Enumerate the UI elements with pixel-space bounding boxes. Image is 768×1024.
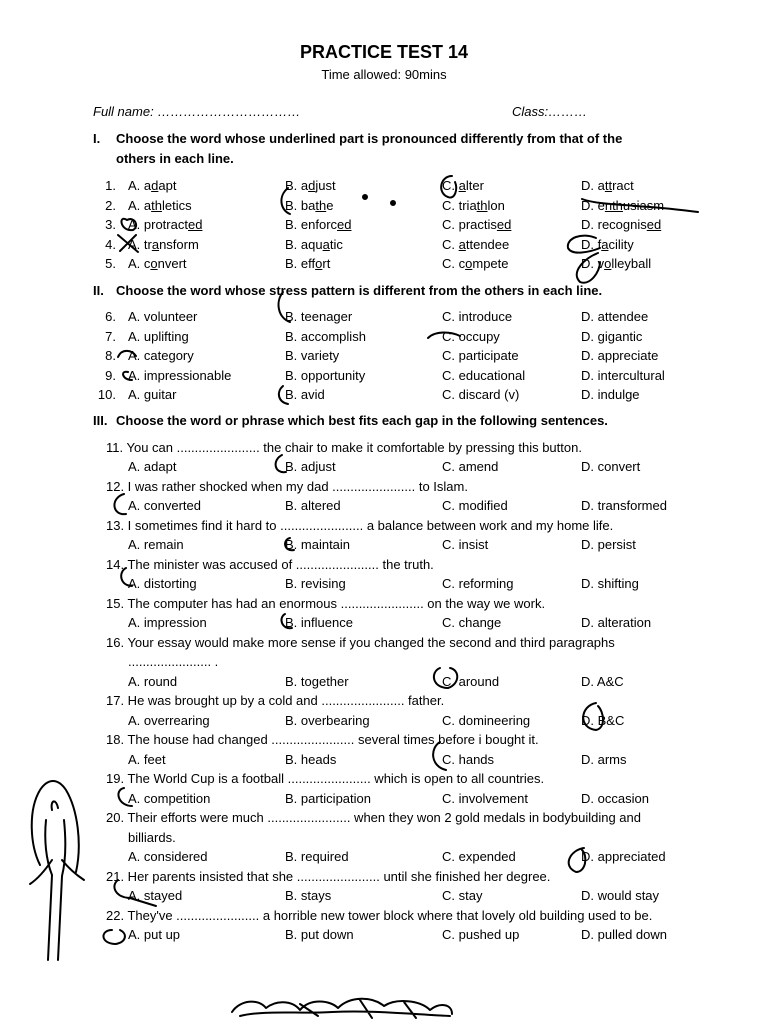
- answer-option: A. stayed: [128, 888, 183, 904]
- full-name-label: Full name:: [93, 104, 154, 119]
- answer-option: [581, 255, 651, 273]
- underlined-part: o: [315, 256, 323, 272]
- underlined-part: ed: [187, 217, 203, 233]
- underlined-part: th: [151, 197, 162, 213]
- question-stem: 22. They've ....................... a horrible new tower block where that lovely old building used to be.: [106, 907, 653, 923]
- answer-option: B. accomplish: [285, 328, 366, 344]
- section-instruction-cont: others in each line.: [116, 151, 234, 166]
- question-stem: 19. The World Cup is a football ....................... which is open to all countries.: [106, 771, 545, 787]
- option-suffix: usiasm: [622, 197, 665, 213]
- answer-option: B. revising: [285, 576, 346, 592]
- answer-option: A. adapt: [128, 459, 177, 475]
- answer-option: D. arms: [581, 751, 627, 767]
- question-number: 10.: [97, 387, 116, 403]
- answer-option: C. change: [442, 615, 502, 631]
- answer-option: B. participation: [285, 790, 371, 806]
- option-suffix: tic: [329, 236, 343, 252]
- section-3-heading: [93, 411, 608, 431]
- answer-option: A. round: [128, 673, 178, 689]
- answer-option: [581, 197, 664, 215]
- question-stem-cont: billiards.: [128, 829, 176, 845]
- option-prefix: C. tria: [442, 197, 477, 213]
- question-stem: 20. Their efforts were much ....................... when they won 2 gold medals in bodybuilding and: [106, 810, 641, 826]
- answer-option: C. modified: [442, 498, 508, 514]
- option-suffix: apt: [158, 178, 177, 193]
- underlined-part: d: [308, 178, 316, 193]
- doodle-scribble: [232, 999, 452, 1018]
- underlined-part: o: [150, 256, 158, 272]
- answer-option: C. participate: [442, 348, 519, 364]
- underlined-part: d: [151, 178, 159, 193]
- option-suffix: e: [326, 197, 334, 213]
- underlined-part: th: [476, 197, 488, 213]
- answer-option: B. altered: [285, 498, 341, 514]
- answer-option: [442, 177, 484, 195]
- class-blank: ………: [548, 104, 588, 119]
- answer-option: A. distorting: [128, 576, 197, 592]
- option-prefix: A. a: [128, 178, 152, 193]
- underlined-part: o: [604, 256, 612, 272]
- question-stem: 14. The minister was accused of ....................... the truth.: [106, 557, 434, 572]
- page-title: PRACTICE TEST 14: [299, 42, 469, 62]
- option-suffix: ttendee: [465, 236, 510, 252]
- answer-option: A. guitar: [128, 387, 177, 403]
- answer-option: B. opportunity: [285, 367, 366, 383]
- option-prefix: B. ba: [285, 197, 316, 213]
- option-suffix: lleyball: [611, 256, 652, 272]
- answer-option: A. remain: [128, 537, 184, 553]
- answer-option: D. gigantic: [581, 328, 643, 344]
- answer-option: C. discard (v): [442, 387, 520, 403]
- underlined-part: a: [601, 236, 609, 252]
- answer-option: B. adjust: [285, 459, 336, 475]
- option-prefix: B. eff: [285, 256, 316, 272]
- question-stem: 11. You can ....................... the chair to make it comfortable by pressing this button.: [106, 440, 582, 455]
- answer-option: B. avid: [285, 387, 325, 403]
- option-suffix: cility: [608, 236, 634, 252]
- answer-option: A. considered: [128, 849, 208, 865]
- section-instruction: Choose the word whose stress pattern is different from the others in each line.: [116, 283, 603, 298]
- option-prefix: A. tr: [128, 236, 152, 252]
- section-number: III.: [93, 413, 108, 428]
- answer-option: B. together: [285, 673, 349, 689]
- option-prefix: B. enforc: [285, 217, 338, 233]
- answer-option: C. insist: [442, 537, 489, 553]
- answer-option: C. amend: [442, 459, 499, 475]
- option-prefix: C.: [442, 178, 459, 193]
- answer-option: A. category: [128, 348, 194, 364]
- underlined-part: o: [465, 256, 473, 272]
- underlined-part: a: [151, 236, 160, 252]
- option-prefix: C.: [442, 236, 459, 252]
- time-allowed: Time allowed: 90mins: [321, 67, 447, 82]
- answer-option: [128, 236, 199, 254]
- answer-option: B. teenager: [285, 309, 353, 324]
- answer-option: C. pushed up: [442, 927, 520, 943]
- underlined-part: ed: [496, 217, 512, 233]
- question-stem: 12. I was rather shocked when my dad ....................... to Islam.: [106, 479, 468, 494]
- answer-option: [285, 236, 343, 254]
- option-suffix: mpete: [472, 256, 509, 272]
- option-prefix: C. c: [442, 256, 466, 272]
- answer-option: [581, 236, 634, 254]
- answer-option: B. maintain: [285, 537, 351, 553]
- answer-option: C. educational: [442, 367, 526, 383]
- option-prefix: D. a: [581, 178, 605, 193]
- answer-option: [285, 197, 333, 215]
- answer-option: [285, 216, 352, 234]
- answer-option: C. occupy: [442, 328, 500, 344]
- option-suffix: lon: [487, 197, 505, 213]
- underlined-part: th: [315, 197, 327, 213]
- answer-option: [285, 177, 336, 195]
- question-number: 8.: [105, 348, 116, 364]
- answer-option: [442, 255, 509, 273]
- answer-option: [442, 216, 511, 234]
- question-stem: 21. Her parents insisted that she ....................... until she finished her degree.: [106, 868, 551, 884]
- doodle-drawing: [30, 781, 84, 960]
- question-number: 4.: [105, 236, 116, 252]
- answer-option: D. intercultural: [581, 367, 665, 383]
- mark-dot: [363, 195, 367, 199]
- option-suffix: just: [315, 178, 336, 193]
- answer-option: D. would stay: [581, 888, 660, 904]
- answer-option: B. heads: [285, 751, 337, 767]
- answer-option: A. converted: [128, 498, 201, 514]
- answer-option: C. reforming: [442, 576, 514, 592]
- answer-option: B. put down: [285, 927, 354, 943]
- question-number: 5.: [105, 256, 116, 272]
- option-suffix: lter: [465, 178, 484, 193]
- answer-option: A. put up: [128, 927, 181, 943]
- option-suffix: ract: [612, 178, 634, 193]
- question-stem: 17. He was brought up by a cold and ....................... father.: [106, 693, 445, 709]
- option-prefix: A. a: [128, 197, 152, 213]
- answer-option: D. B&C: [581, 712, 625, 728]
- question-stem: 13. I sometimes find it hard to ....................... a balance between work and my home life.: [106, 518, 614, 533]
- answer-option: D. transformed: [581, 498, 667, 514]
- option-suffix: rt: [322, 256, 331, 272]
- answer-option: D. indulge: [581, 387, 640, 403]
- answer-option: D. attendee: [581, 309, 649, 324]
- answer-option: B. overbearing: [285, 712, 370, 728]
- answer-option: D. appreciate: [581, 348, 659, 364]
- answer-option: D. persist: [581, 537, 636, 553]
- answer-option: C. introduce: [442, 309, 513, 324]
- option-prefix: C. practis: [442, 217, 497, 233]
- option-prefix: A. c: [128, 256, 151, 272]
- question-number: 1.: [105, 178, 116, 193]
- underlined-part: nth: [604, 197, 623, 213]
- answer-option: [442, 197, 505, 215]
- answer-option: D. shifting: [581, 576, 639, 592]
- answer-option: D. pulled down: [581, 927, 667, 943]
- answer-option: B. stays: [285, 888, 332, 904]
- answer-option: A. impression: [128, 615, 207, 631]
- underlined-part: a: [458, 236, 466, 252]
- class-label: Class:: [512, 104, 549, 119]
- answer-option: D. occasion: [581, 790, 649, 806]
- full-name-blank: ……………………………: [157, 104, 301, 119]
- answer-option: [128, 216, 202, 234]
- answer-option: C. domineering: [442, 712, 531, 728]
- question-stem: 18. The house had changed ....................... several times before i bought it.: [106, 732, 539, 748]
- answer-option: B. required: [285, 849, 349, 865]
- section-instruction: Choose the word or phrase which best fits each gap in the following sentences.: [116, 413, 608, 428]
- underlined-part: ed: [337, 217, 352, 233]
- answer-option: C. expended: [442, 849, 516, 865]
- question-stem: 15. The computer has had an enormous ....................... on the way we work.: [106, 596, 546, 611]
- answer-option: [128, 197, 192, 215]
- option-prefix: B. aqu: [285, 236, 323, 252]
- underlined-part: a: [458, 178, 466, 193]
- answer-option: D. alteration: [581, 615, 652, 631]
- answer-option: [581, 177, 634, 195]
- option-suffix: letics: [161, 197, 192, 213]
- section-1-heading: [93, 129, 622, 169]
- answer-option: [581, 216, 661, 234]
- question-number: 2.: [105, 197, 116, 213]
- section-2-heading: [93, 281, 602, 301]
- question-number: 6.: [105, 309, 116, 324]
- answer-option: C. around: [442, 673, 500, 689]
- option-prefix: B. a: [285, 178, 309, 193]
- answer-option: A. uplifting: [128, 328, 189, 344]
- answer-option: A. impressionable: [128, 367, 232, 383]
- answer-option: C. stay: [442, 888, 483, 904]
- option-suffix: nsform: [159, 236, 199, 252]
- underlined-part: a: [322, 236, 330, 252]
- section-number: I.: [93, 131, 101, 146]
- answer-option: D. convert: [581, 459, 641, 475]
- option-suffix: nvert: [157, 256, 187, 272]
- option-prefix: D. f: [581, 236, 602, 252]
- answer-option: D. A&C: [581, 673, 624, 689]
- question-stem: 16. Your essay would make more sense if you changed the second and third paragraphs: [106, 635, 615, 650]
- underlined-part: tt: [604, 178, 613, 193]
- answer-option: A. volunteer: [128, 309, 198, 324]
- question-number: 7.: [105, 328, 116, 344]
- section-number: II.: [93, 283, 104, 298]
- question-number: 9.: [105, 367, 116, 383]
- answer-option: [442, 236, 509, 254]
- question-stem-cont: ....................... .: [128, 654, 219, 670]
- option-prefix: D. recognis: [581, 217, 647, 233]
- answer-option: A. overrearing: [128, 712, 210, 728]
- question-number: 3.: [105, 217, 116, 233]
- option-prefix: D. e: [581, 197, 605, 213]
- option-prefix: D. v: [581, 256, 605, 272]
- answer-option: [285, 255, 330, 273]
- full-name-field: [93, 104, 300, 119]
- answer-option: C. hands: [442, 751, 495, 767]
- answer-option: D. appreciated: [581, 849, 666, 865]
- class-field: [512, 104, 587, 119]
- section-instruction: Choose the word whose underlined part is pronounced differently from that of the: [116, 131, 623, 146]
- answer-option: [128, 177, 176, 195]
- answer-option: C. involvement: [442, 790, 528, 806]
- answer-option: [128, 255, 187, 273]
- option-prefix: A. protract: [128, 217, 188, 233]
- answer-option: B. variety: [285, 348, 340, 364]
- underlined-part: ed: [646, 217, 662, 233]
- answer-option: A. competition: [128, 790, 211, 806]
- mark-q22-a: [103, 930, 124, 944]
- answer-option: B. influence: [285, 615, 353, 631]
- mark-q12-a: [114, 494, 126, 514]
- mark-dot: [391, 201, 395, 205]
- answer-option: A. feet: [128, 751, 166, 767]
